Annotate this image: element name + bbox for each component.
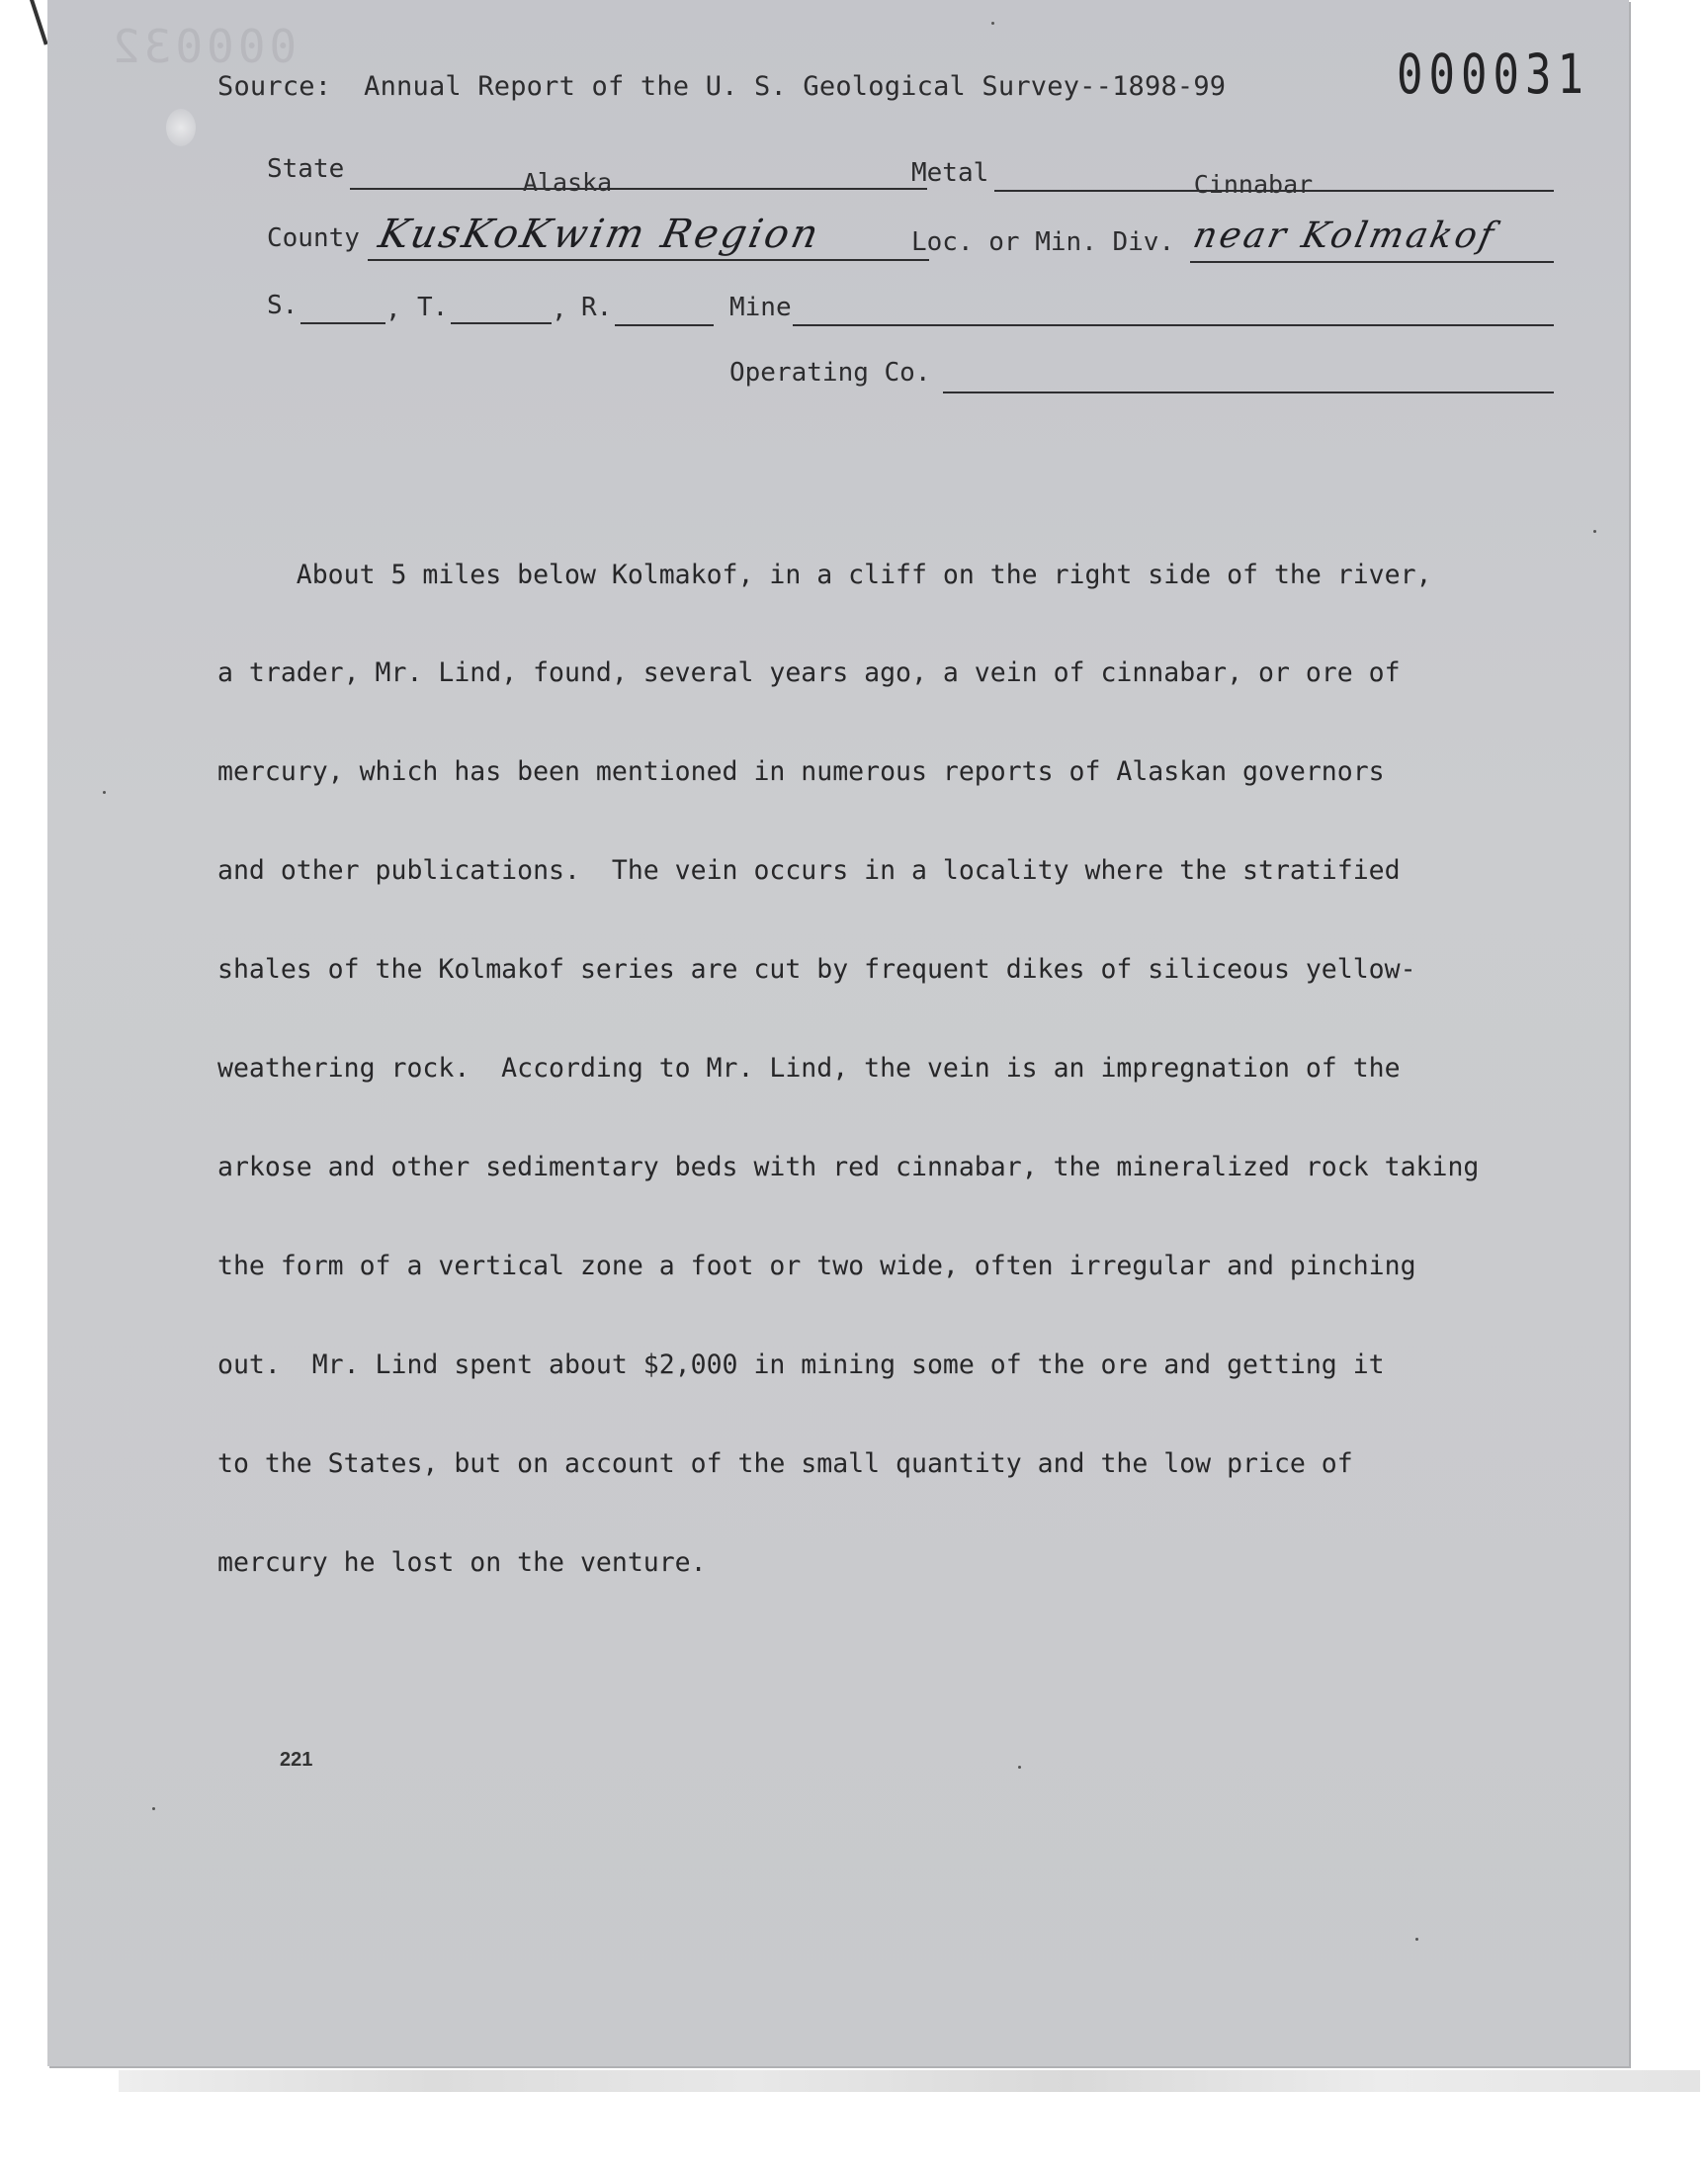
metal-label: Metal	[911, 158, 989, 188]
operating-field-line	[943, 392, 1554, 393]
county-value: KusKoKwim Region	[375, 212, 825, 257]
source-text: Annual Report of the U. S. Geological Survey--1898-99	[364, 71, 1227, 102]
document-page	[47, 0, 1629, 2066]
comma-1: ,	[385, 295, 401, 324]
paper-speck	[991, 22, 994, 25]
document-number: 000031	[1397, 44, 1589, 107]
paper-speck	[103, 791, 106, 794]
body-line: shales of the Kolmakof series are cut by frequent dikes of siliceous yellow-	[217, 954, 1416, 986]
mine-label: Mine	[729, 293, 792, 322]
section-field-line	[300, 322, 385, 324]
body-line: About 5 miles below Kolmakof, in a cliff on the right side of the river,	[217, 559, 1432, 590]
paper-speck	[1593, 530, 1596, 533]
source-line	[217, 71, 1226, 102]
section-label: S.	[267, 291, 299, 320]
bleed-through-number: 000032	[109, 20, 298, 73]
body-line: to the States, but on account of the small quantity and the low price of	[217, 1447, 1353, 1479]
body-line: the form of a vertical zone a foot or two wide, often irregular and pinching	[217, 1250, 1416, 1281]
body-line: out. Mr. Lind spent about $2,000 in mining some of the ore and getting it	[217, 1348, 1385, 1380]
paper-speck	[1415, 1938, 1418, 1941]
paper-smudge	[166, 109, 196, 146]
paper-speck	[152, 1807, 155, 1810]
page-number: 221	[280, 1749, 313, 1771]
operating-label: Operating Co.	[729, 358, 931, 388]
mine-field-line	[793, 324, 1554, 326]
range-label: R.	[581, 293, 613, 322]
body-line: mercury, which has been mentioned in numerous reports of Alaskan governors	[217, 756, 1385, 788]
township-label: T.	[417, 293, 449, 322]
body-line: and other publications. The vein occurs in a locality where the stratified	[217, 855, 1401, 887]
loc-label: Loc. or Min. Div.	[911, 227, 1175, 257]
pen-mark	[30, 0, 48, 45]
county-label: County	[267, 223, 360, 253]
comma-2: ,	[552, 295, 567, 324]
body-line: weathering rock. According to Mr. Lind, the vein is an impregnation of the	[217, 1053, 1401, 1085]
body-paragraph	[217, 492, 1621, 1644]
state-label: State	[267, 154, 345, 184]
scan-bottom-strip	[119, 2070, 1700, 2092]
body-line: arkose and other sedimentary beds with red cinnabar, the mineralized rock taking	[217, 1151, 1480, 1182]
body-line: a trader, Mr. Lind, found, several years ago, a vein of cinnabar, or ore of	[217, 657, 1401, 689]
metal-value: Cinnabar	[1193, 170, 1314, 199]
body-line: mercury he lost on the venture.	[217, 1546, 707, 1578]
range-field-line	[615, 324, 714, 326]
county-field-line	[368, 259, 929, 261]
source-label: Source:	[217, 71, 332, 102]
township-field-line	[451, 322, 552, 324]
loc-value: near Kolmakof	[1189, 216, 1500, 256]
loc-field-line	[1190, 261, 1554, 263]
state-value: Alaska	[522, 168, 613, 197]
paper-speck	[1018, 1766, 1021, 1769]
